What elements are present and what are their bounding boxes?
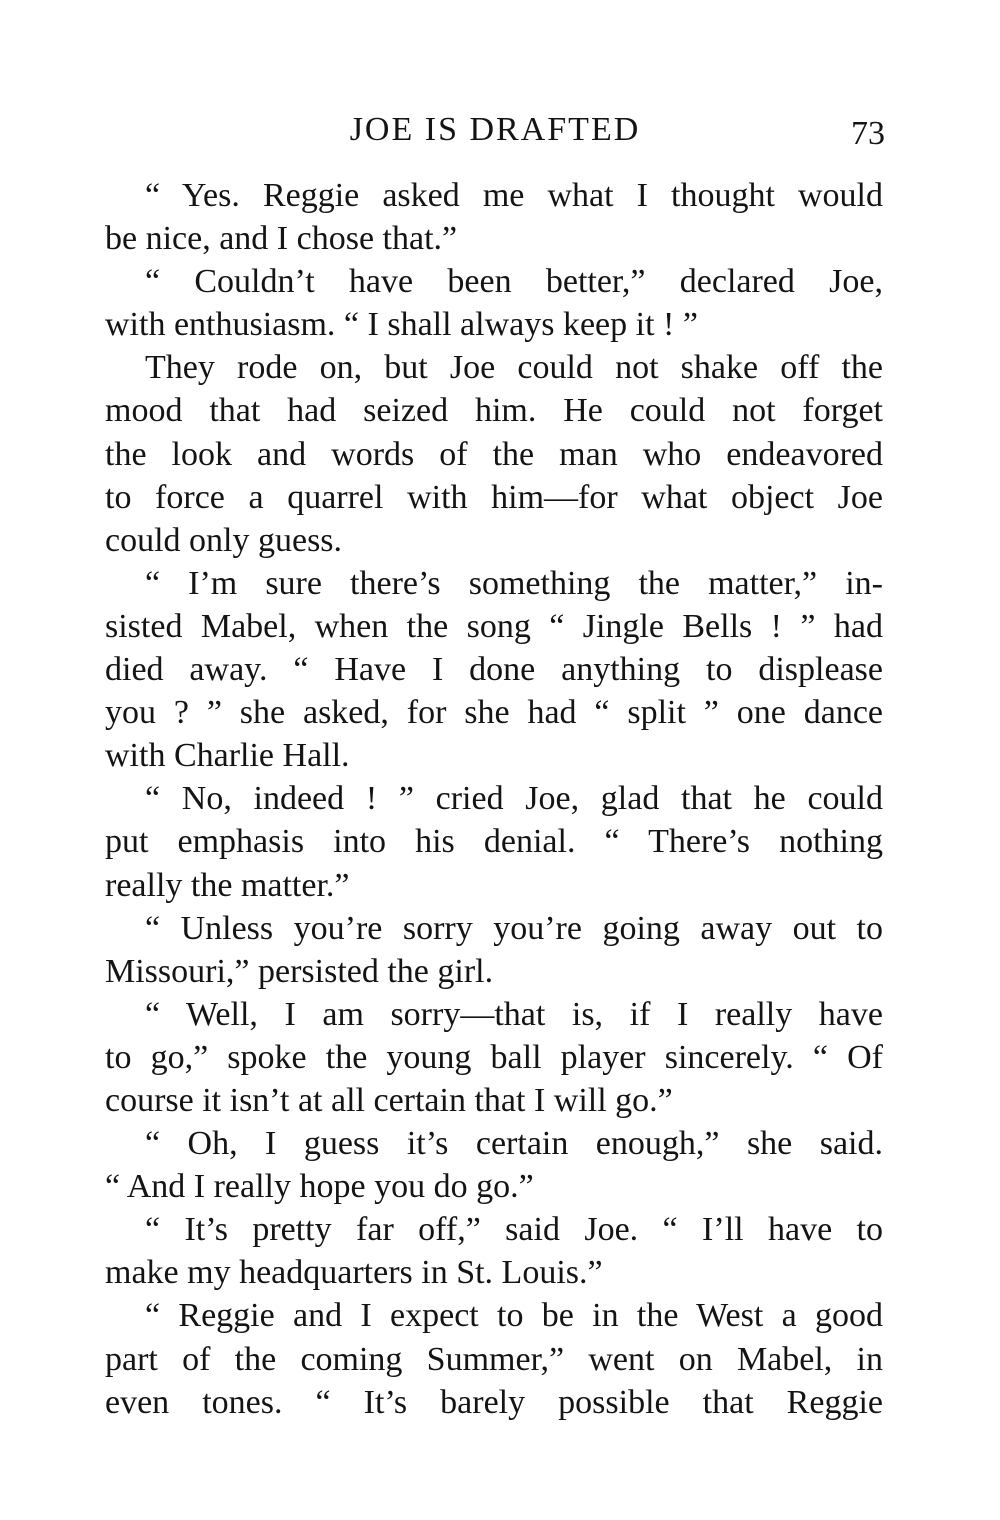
text-line: the look and words of the man who endeavored	[105, 435, 883, 473]
body-text	[105, 174, 883, 1424]
text-line: put emphasis into his denial. “ There’s nothing	[105, 823, 883, 861]
text-line: “ Unless you’re sorry you’re going away out to	[145, 909, 883, 947]
text-line: make my headquarters in St. Louis.”	[105, 1254, 603, 1292]
text-line: “ And I really hope you do go.”	[105, 1168, 534, 1206]
text-line: “ Well, I am sorry—that is, if I really have	[145, 995, 883, 1033]
text-line: died away. “ Have I done anything to displease	[105, 651, 883, 689]
text-line: “ I’m sure there’s something the matter,” in-	[145, 564, 883, 602]
text-line: “ Reggie and I expect to be in the West a good	[145, 1297, 883, 1335]
text-line: with Charlie Hall.	[105, 737, 350, 775]
text-line: be nice, and I chose that.”	[105, 220, 458, 258]
text-line: could only guess.	[105, 521, 343, 559]
text-line: to go,” spoke the young ball player sincerely. “ Of	[105, 1038, 883, 1076]
text-line: “ It’s pretty far off,” said Joe. “ I’ll have to	[145, 1211, 883, 1249]
text-line: even tones. “ It’s barely possible that Reggie	[105, 1383, 883, 1421]
page-number: 73	[851, 115, 885, 152]
running-head	[105, 108, 885, 158]
text-line: really the matter.”	[105, 866, 350, 904]
text-line: part of the coming Summer,” went on Mabel, in	[105, 1340, 883, 1378]
text-line: to force a quarrel with him—for what object Joe	[105, 478, 883, 516]
text-line: “ Couldn’t have been better,” declared Joe,	[145, 263, 883, 301]
text-line: “ Yes. Reggie asked me what I thought would	[145, 177, 883, 214]
running-title: JOE IS DRAFTED	[349, 111, 641, 148]
text-line: with enthusiasm. “ I shall always keep it ! ”	[105, 306, 698, 344]
text-line: “ No, indeed ! ” cried Joe, glad that he could	[145, 780, 883, 818]
text-line: Missouri,” persisted the girl.	[105, 952, 494, 990]
text-line: “ Oh, I guess it’s certain enough,” she said.	[145, 1125, 883, 1163]
text-line: you ? ” she asked, for she had “ split ” one dance	[105, 694, 883, 732]
text-line: They rode on, but Joe could not shake off the	[145, 349, 883, 387]
text-line: course it isn’t at all certain that I will go.”	[105, 1081, 673, 1119]
text-line: sisted Mabel, when the song “ Jingle Bells ! ” had	[105, 607, 883, 645]
text-line: mood that had seized him. He could not forget	[105, 392, 883, 430]
